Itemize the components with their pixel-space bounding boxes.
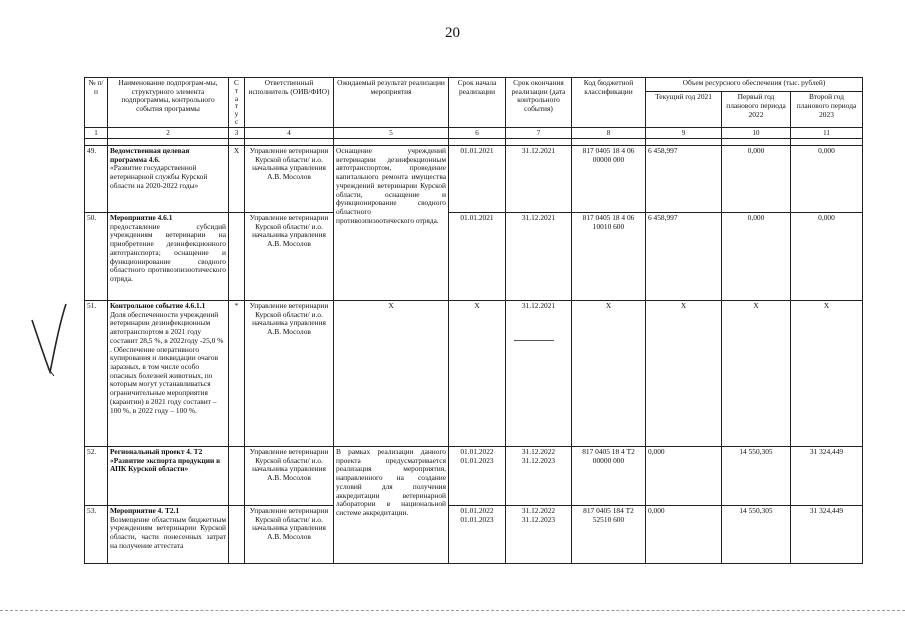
row-start: 01.01.2021 bbox=[449, 145, 506, 212]
row-y2022: X bbox=[722, 300, 791, 446]
row-y2023: 0,000 bbox=[791, 145, 863, 212]
row-name: Мероприятие 4.6.1 предоставление субсидий учреждениям ветеринарии на приобретение дезинфекционного автотранспорта; оснащение и функционирование сводного областного противоэпизоотического отряда. bbox=[108, 212, 229, 300]
col-index: 7 bbox=[506, 127, 572, 138]
table-row bbox=[85, 212, 863, 300]
table-row bbox=[85, 300, 863, 446]
col-index: 5 bbox=[334, 127, 449, 138]
row-status bbox=[229, 505, 245, 563]
page-number: 20 bbox=[445, 25, 460, 41]
header-name: Наименование подпрограм-мы, структурного элемента подпрограммы, контрольного события программы bbox=[108, 78, 229, 128]
row-y2021: 0,000 bbox=[646, 505, 722, 563]
header-start: Срок начала реализации bbox=[449, 78, 506, 128]
row-end: 31.12.2021 bbox=[506, 300, 572, 446]
column-index-row bbox=[85, 127, 863, 138]
row-y2023: 31 324,449 bbox=[791, 505, 863, 563]
header-kbk: Код бюджетной классификации bbox=[572, 78, 646, 128]
row-num: 52. bbox=[85, 446, 108, 505]
header-y2023: Второй год планового периода 2023 bbox=[791, 92, 863, 127]
row-status: * bbox=[229, 300, 245, 446]
row-num: 50. bbox=[85, 212, 108, 300]
row-start: 01.01.2022 01.01.2023 bbox=[449, 505, 506, 563]
row-status bbox=[229, 446, 245, 505]
header-end: Срок окончания реализации (дата контрольного события) bbox=[506, 78, 572, 128]
pen-stroke bbox=[514, 340, 554, 342]
header-status: С т а т у с bbox=[229, 78, 245, 128]
row-kbk: 817 0405 18 4 06 00000 000 bbox=[572, 145, 646, 212]
row-name: Ведомственная целевая программа 4.6. «Развитие государственной ветеринарной службы Курской области на 2020-2022 годы» bbox=[108, 145, 229, 212]
header-y2021: Текущий год 2021 bbox=[646, 92, 722, 127]
header-num: № п/п bbox=[85, 78, 108, 128]
row-result: X bbox=[334, 300, 449, 446]
header-y2022: Первый год планового периода 2022 bbox=[722, 92, 791, 127]
row-name: Мероприятие 4. Т2.1 Возмещение областным бюджетным учреждениям ветеринарии Курской области, части понесенных затрат на получение аттестата bbox=[108, 505, 229, 563]
header-executor: Ответственный исполнитель (ОИВ/ФИО) bbox=[245, 78, 334, 128]
row-executor: Управление ветеринарии Курской области/ и.о. начальника управления А.В. Мосолов bbox=[245, 446, 334, 505]
row-name: Региональный проект 4. Т2 «Развитие экспорта продукции в АПК Курской области» bbox=[108, 446, 229, 505]
row-y2021: 0,000 bbox=[646, 446, 722, 505]
row-y2022: 14 550,305 bbox=[722, 446, 791, 505]
scan-edge-line bbox=[0, 610, 905, 612]
row-executor: Управление ветеринарии Курской области/ и.о. начальника управления А.В. Мосолов bbox=[245, 505, 334, 563]
row-end: 31.12.2021 bbox=[506, 212, 572, 300]
row-num: 53. bbox=[85, 505, 108, 563]
col-index: 11 bbox=[791, 127, 863, 138]
col-index: 6 bbox=[449, 127, 506, 138]
row-name: Контрольное событие 4.6.1.1 Доля обеспеченности учреждений ветеринарии дезинфекционным автотранспортом в 2021 году составит 28,5 %, в 2022году -25,0 % . Обеспечение оперативного купирования и ликвидации очагов заразных, в том числе особо опасных болезней животных, по которым могут устанавливаться ограничительные мероприятия (карантин) в 2021 году составит – 100 %, в 2022 году – 100 %. bbox=[108, 300, 229, 446]
row-kbk: 817 0405 184 Т2 52510 600 bbox=[572, 505, 646, 563]
col-index: 10 bbox=[722, 127, 791, 138]
row-end: 31.12.2022 31.12.2023 bbox=[506, 505, 572, 563]
row-result: В рамках реализации данного проекта предусматривается реализация мероприятия, направленного на создание условий для получения аккредитации ветеринарной лаборатории в национальной системе аккредитации. bbox=[334, 446, 449, 563]
row-start: 01.01.2022 01.01.2023 bbox=[449, 446, 506, 505]
row-y2022: 0,000 bbox=[722, 212, 791, 300]
row-executor: Управление ветеринарии Курской области/ и.о. начальника управления А.В. Мосолов bbox=[245, 212, 334, 300]
row-y2021: 6 458,997 bbox=[646, 145, 722, 212]
col-index: 2 bbox=[108, 127, 229, 138]
header-row bbox=[85, 78, 863, 92]
handwritten-signature bbox=[28, 298, 70, 378]
row-end: 31.12.2022 31.12.2023 bbox=[506, 446, 572, 505]
header-result: Ожидаемый результат реализации мероприятия bbox=[334, 78, 449, 128]
col-index: 3 bbox=[229, 127, 245, 138]
row-end: 31.12.2021 bbox=[506, 145, 572, 212]
row-y2023: X bbox=[791, 300, 863, 446]
resource-table bbox=[84, 77, 863, 564]
header-resource: Объем ресурсного обеспечения (тыс. рублей) bbox=[646, 78, 863, 92]
table-row bbox=[85, 505, 863, 563]
table-row bbox=[85, 446, 863, 505]
col-index: 9 bbox=[646, 127, 722, 138]
table-row bbox=[85, 145, 863, 212]
row-start: X bbox=[449, 300, 506, 446]
col-index: 1 bbox=[85, 127, 108, 138]
row-result: Оснащение учреждений ветеринарии дезинфекционным автотранспортом, проведение капитального ремонта имущества учреждений ветеринарии Курской области, оснащение и функционирование сводного областного противоэпизоотического отряда. bbox=[334, 145, 449, 300]
col-index: 8 bbox=[572, 127, 646, 138]
row-kbk: 817 0405 18 4 06 10010 600 bbox=[572, 212, 646, 300]
row-status bbox=[229, 212, 245, 300]
row-y2021: X bbox=[646, 300, 722, 446]
row-y2022: 0,000 bbox=[722, 145, 791, 212]
col-index: 4 bbox=[245, 127, 334, 138]
row-kbk: 817 0405 18 4 Т2 00000 000 bbox=[572, 446, 646, 505]
row-num: 51. bbox=[85, 300, 108, 446]
row-y2021: 6 458,997 bbox=[646, 212, 722, 300]
row-status: X bbox=[229, 145, 245, 212]
row-y2023: 0,000 bbox=[791, 212, 863, 300]
row-kbk: X bbox=[572, 300, 646, 446]
row-num: 49. bbox=[85, 145, 108, 212]
row-executor: Управление ветеринарии Курской области/ и.о. начальника управления А.В. Мосолов bbox=[245, 145, 334, 212]
row-executor: Управление ветеринарии Курской области/ и.о. начальника управления А.В. Мосолов bbox=[245, 300, 334, 446]
row-y2023: 31 324,449 bbox=[791, 446, 863, 505]
row-start: 01.01.2021 bbox=[449, 212, 506, 300]
row-y2022: 14 550,305 bbox=[722, 505, 791, 563]
